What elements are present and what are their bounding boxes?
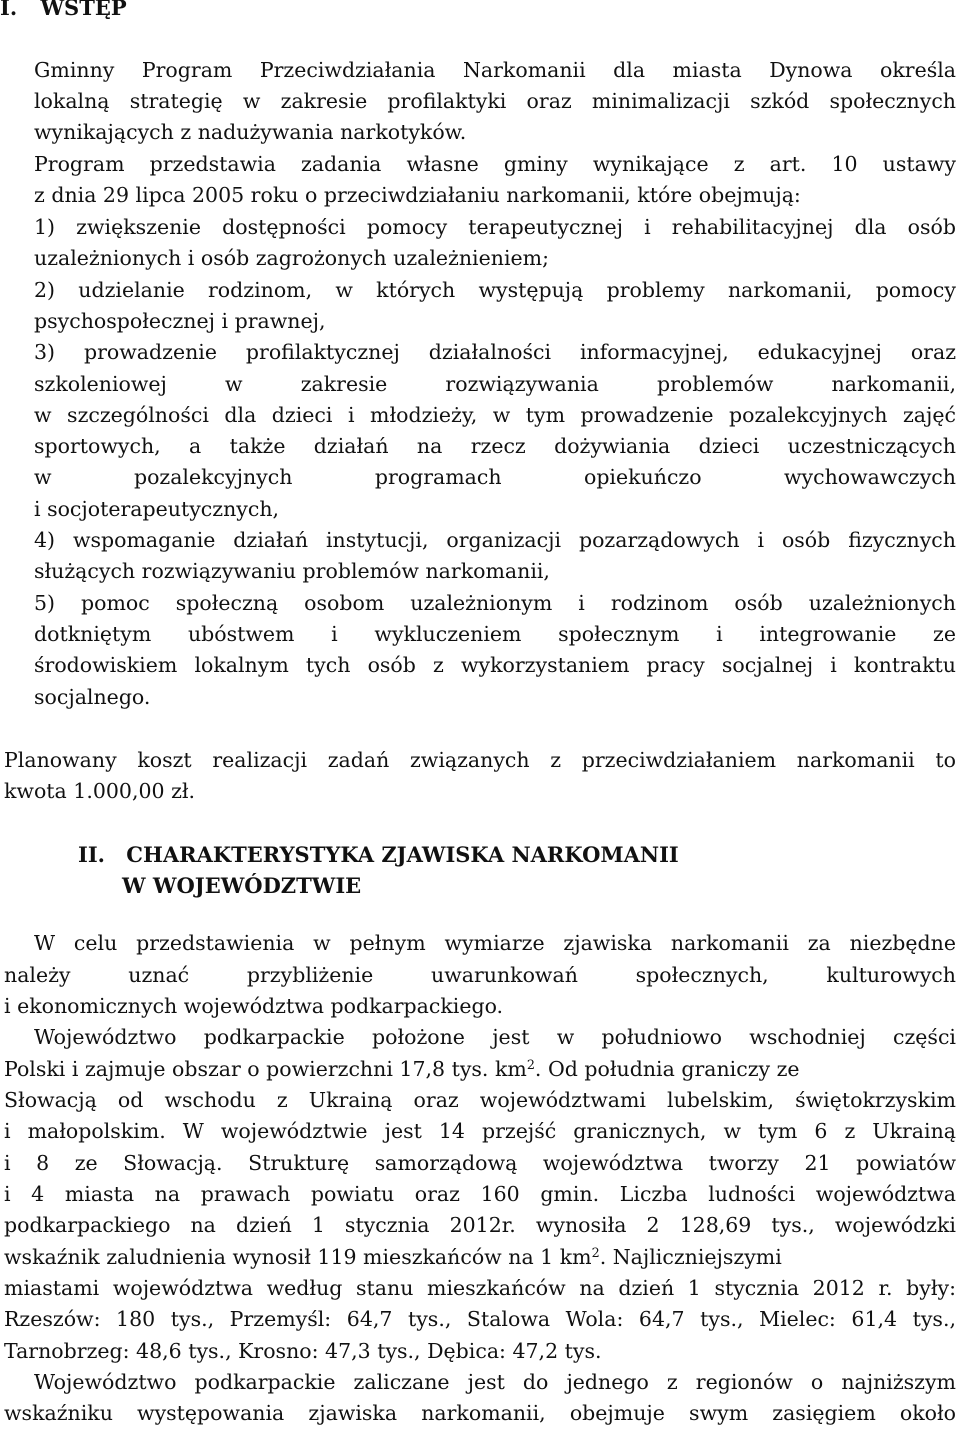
section-1-number: I. [0,0,18,20]
paragraph-line: i 8 ze Słowacją. Strukturę samorządową województwa tworzy 21 powiatów [4,1151,956,1175]
paragraph-line: i 4 miasta na prawach powiatu oraz 160 gmin. Liczba ludności województwa [4,1182,956,1206]
cost-paragraph-line: kwota 1.000,00 zł. [4,779,196,803]
cost-paragraph-line: Planowany koszt realizacji zadań związanych z przeciwdziałaniem narkomanii to [4,748,956,772]
list-item-line: socjalnego. [34,685,151,709]
paragraph-line: miastami województwa według stanu mieszkańców na dzień 1 stycznia 2012 r. były: [4,1276,956,1300]
paragraph-line: Rzeszów: 180 tys., Przemyśl: 64,7 tys., Stalowa Wola: 64,7 tys., Mielec: 61,4 tys., [4,1307,956,1331]
paragraph-line: W celu przedstawienia w pełnym wymiarze zjawiska narkomanii za niezbędne [34,931,956,955]
area-text: Polski i zajmuje obszar o powierzchni 17,8 tys. $km^2$. Od południa graniczy ze [4,1057,800,1081]
superscript-2: 2 [526,1057,535,1073]
list-item-line: sportowych, a także działań na rzecz dożywiania dzieci uczestniczących [34,434,956,458]
list-item-line: w pozalekcyjnych programach opiekuńczo wychowawczych [34,465,956,489]
list-item-line: szkoleniowej w zakresie rozwiązywania problemów narkomanii, [34,372,956,396]
section-2-number: II. [78,842,105,867]
section-2-heading [78,839,960,870]
section-1-heading [0,0,960,23]
list-item-line: służących rozwiązywaniu problemów narkomanii, [34,559,550,583]
list-item-line: i socjoterapeutycznych, [34,497,280,521]
section-2-title: CHARAKTERYSTYKA ZJAWISKA NARKOMANII [126,842,679,867]
list-item-line: 4) wspomaganie działań instytucji, organizacji pozarządowych i osób fizycznych [34,528,956,552]
list-item-line: w szczególności dla dzieci i młodzieży, w tym prowadzenie pozalekcyjnych zajęć [34,403,956,427]
paragraph-line: i małopolskim. W województwie jest 14 przejść granicznych, w tym 6 z Ukrainą [4,1119,956,1143]
list-item-line: dotkniętym ubóstwem i wykluczeniem społecznym i integrowanie ze [34,622,956,646]
paragraph-line: Słowacją od wschodu z Ukrainą oraz województwami lubelskim, świętokrzyskim [4,1088,956,1112]
paragraph-line: z dnia 29 lipca 2005 roku o przeciwdziałaniu narkomanii, które obejmują: [34,183,801,207]
list-item-line: 2) udzielanie rodzinom, w których występują problemy narkomanii, pomocy [34,278,956,302]
paragraph-line: Województwo podkarpackie położone jest w południowo wschodniej części [34,1025,956,1049]
section-2-heading-line-2: W WOJEWÓDZTWIE [122,873,362,898]
paragraph-line: wskaźniku występowania zjawiska narkomanii, obejmuje swym zasięgiem około [4,1401,956,1425]
paragraph-line-with-superscript [4,1054,956,1085]
paragraph-line: należy uznać przybliżenie uwarunkowań społecznych, kulturowych [4,963,956,987]
paragraph-line: i ekonomicznych województwa podkarpackiego. [4,994,504,1018]
paragraph-line: Tarnobrzeg: 48,6 tys., Krosno: 47,3 tys., Dębica: 47,2 tys. [4,1339,602,1363]
paragraph-line: podkarpackiego na dzień 1 stycznia 2012r. wynosiła 2 128,69 tys., wojewódzki [4,1213,956,1237]
list-item-line: środowiskiem lokalnym tych osób z wykorzystaniem pracy socjalnej i kontraktu [34,653,956,677]
paragraph-line: Program przedstawia zadania własne gminy wynikające z art. 10 ustawy [34,152,956,176]
superscript-2: 2 [591,1245,600,1261]
list-item-line: 1) zwiększenie dostępności pomocy terapeutycznej i rehabilitacyjnej dla osób [34,215,956,239]
paragraph-line: Gminny Program Przeciwdziałania Narkomanii dla miasta Dynowa określa [34,58,956,82]
density-text: wskaźnik zaludnienia wynosił 119 mieszkańców na 1 $km^2$. Najliczniejszymi [4,1245,782,1269]
paragraph-line-with-superscript [4,1242,956,1273]
list-item-line: 3) prowadzenie profilaktycznej działalności informacyjnej, edukacyjnej oraz [34,340,956,364]
list-item-line: 5) pomoc społeczną osobom uzależnionym i rodzinom osób uzależnionych [34,591,956,615]
section-1-title: WSTĘP [40,0,127,20]
list-item-line: uzależnionych i osób zagrożonych uzależnieniem; [34,246,549,270]
list-item-line: psychospołecznej i prawnej, [34,309,326,333]
paragraph-line: wynikających z nadużywania narkotyków. [34,120,467,144]
paragraph-line: lokalną strategię w zakresie profilaktyki oraz minimalizacji szkód społecznych [34,89,956,113]
paragraph-line: Województwo podkarpackie zaliczane jest do jednego z regionów o najniższym [34,1370,956,1394]
